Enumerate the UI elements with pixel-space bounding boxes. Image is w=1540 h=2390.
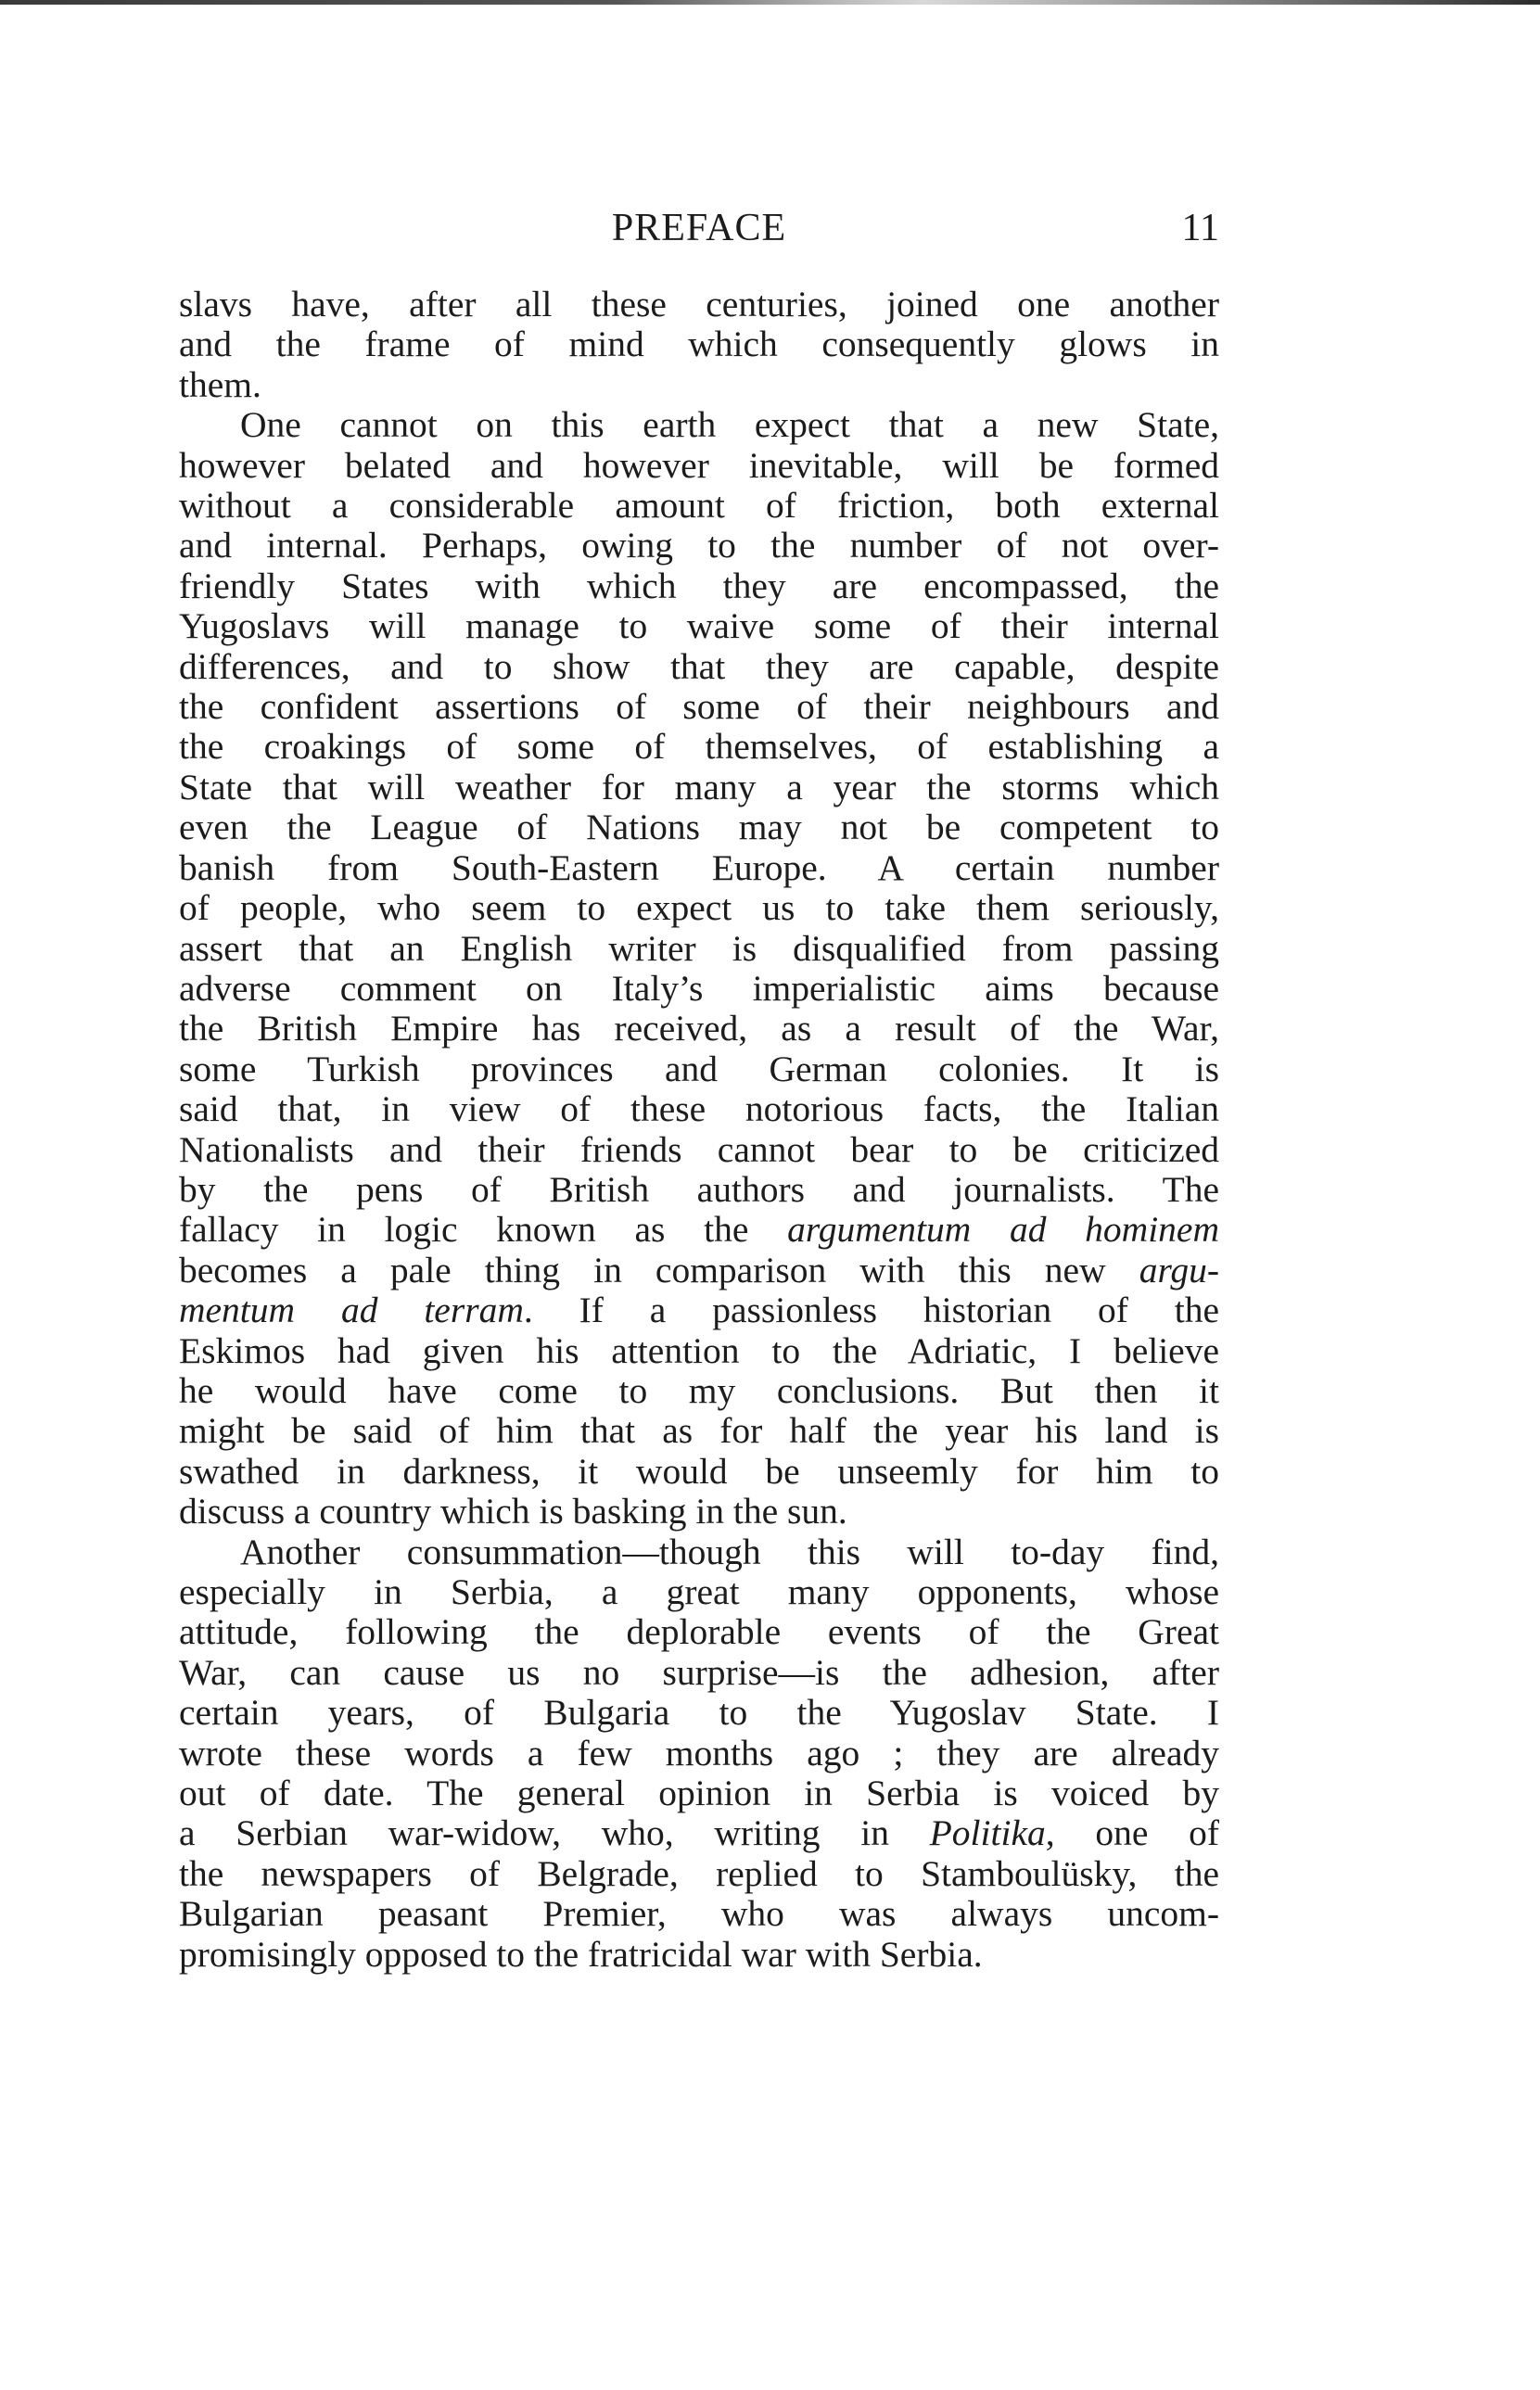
italic-phrase: argumentum ad hominem xyxy=(787,1209,1219,1251)
text-line: the newspapers of Belgrade, replied to Stamboulüsky, the xyxy=(179,1852,1219,1894)
text-line: out of date. The general opinion in Serbia is voiced by xyxy=(179,1773,1219,1814)
italic-phrase: mentum ad terram xyxy=(179,1290,524,1331)
text-line: some Turkish provinces and German colonies. It is xyxy=(179,1048,1219,1089)
text-line: he would have come to my conclusions. But then it xyxy=(179,1369,1219,1411)
text-line: the British Empire has received, as a result of the War, xyxy=(179,1008,1219,1049)
text-line: and internal. Perhaps, owing to the number of not over- xyxy=(179,525,1219,566)
text-line: fallacy in logic known as the argumentum ad hominem xyxy=(179,1209,1219,1251)
page-number: 11 xyxy=(1181,207,1219,249)
text-line: State that will weather for many a year the storms which xyxy=(179,766,1219,807)
text-line: and the frame of mind which consequently glows in xyxy=(179,324,1219,365)
running-title: PREFACE xyxy=(611,207,787,249)
text-line: banish from South-Eastern Europe. A certain number xyxy=(179,846,1219,888)
text-line: friendly States with which they are encompassed, the xyxy=(179,565,1219,606)
text-line: promisingly opposed to the fratricidal war with Serbia. xyxy=(179,1933,983,1975)
text-line: Yugoslavs will manage to waive some of their internal xyxy=(179,605,1219,647)
text-line: of people, who seem to expect us to take them seriously, xyxy=(179,887,1219,929)
body-text xyxy=(179,285,1219,1975)
running-head xyxy=(179,200,1219,256)
text-line: wrote these words a few months ago ; they are already xyxy=(179,1732,1219,1773)
text-line: the confident assertions of some of their neighbours and xyxy=(179,686,1219,728)
italic-phrase: Politika xyxy=(929,1812,1046,1854)
text-line: mentum ad terram. If a passionless historian of the xyxy=(179,1290,1219,1331)
text-line: attitude, following the deplorable events of the Great xyxy=(179,1611,1219,1653)
text-line: Eskimos had given his attention to the Adriatic, I believe xyxy=(179,1329,1219,1371)
text-line: Nationalists and their friends cannot bear to be criticized xyxy=(179,1128,1219,1170)
text-line: even the League of Nations may not be competent to xyxy=(179,807,1219,848)
text-line: the croakings of some of themselves, of establishing a xyxy=(179,726,1219,768)
text-line: adverse comment on Italy’s imperialistic aims because xyxy=(179,967,1219,1009)
text-line: slavs have, after all these centuries, joined one another xyxy=(179,284,1219,324)
text-line: swathed in darkness, it would be unseemly for him to xyxy=(179,1450,1219,1492)
paragraph-3 xyxy=(179,1532,1219,1975)
text-line: Another consummation—though this will to-day find, xyxy=(240,1531,1219,1572)
text-line: One cannot on this earth expect that a new State, xyxy=(240,404,1219,446)
text-line: however belated and however inevitable, will be formed xyxy=(179,444,1219,486)
text-line: becomes a pale thing in comparison with this new argu- xyxy=(179,1249,1219,1290)
text-line: differences, and to show that they are capable, despite xyxy=(179,645,1219,687)
text-line: certain years, of Bulgaria to the Yugoslav State. I xyxy=(179,1692,1219,1734)
text-line: especially in Serbia, a great many opponents, whose xyxy=(179,1571,1219,1612)
top-edge-rule xyxy=(0,0,1540,5)
text-line: might be said of him that as for half the year his land is xyxy=(179,1410,1219,1452)
text-line: them. xyxy=(179,363,261,405)
paragraph-1 xyxy=(179,285,1219,405)
text-line: War, can cause us no surprise—is the adhesion, after xyxy=(179,1651,1219,1693)
text-line: assert that an English writer is disqualified from passing xyxy=(179,927,1219,969)
italic-phrase: argu- xyxy=(1139,1249,1219,1290)
paragraph-2 xyxy=(179,405,1219,1532)
text-line: discuss a country which is basking in the sun. xyxy=(179,1491,847,1532)
text-line: by the pens of British authors and journalists. The xyxy=(179,1168,1219,1210)
text-line: without a considerable amount of friction, both external xyxy=(179,485,1219,527)
text-line: a Serbian war-widow, who, writing in Politika, one of xyxy=(179,1812,1219,1854)
text-line: said that, in view of these notorious facts, the Italian xyxy=(179,1088,1219,1130)
text-line: Bulgarian peasant Premier, who was always uncom- xyxy=(179,1893,1219,1935)
